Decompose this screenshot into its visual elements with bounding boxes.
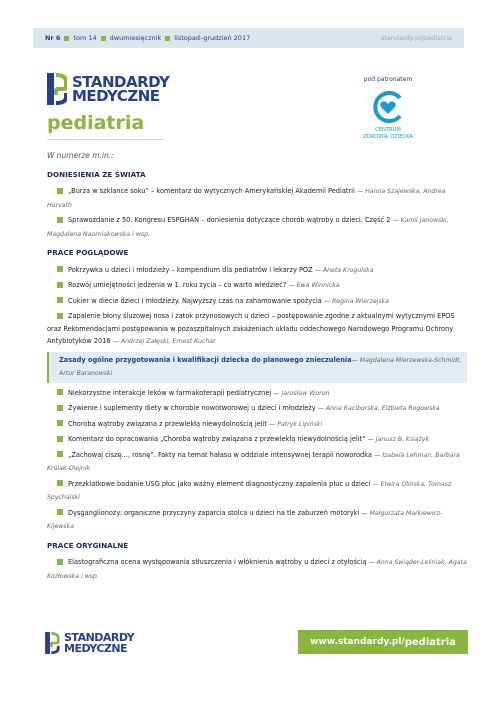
list-item[interactable] xyxy=(47,264,467,278)
article-authors: — Małgorzata Markiewicz-Kijewska xyxy=(47,509,443,530)
article-title: Cukier w diecie dzieci i młodzieży. Najwyższy czas na zahamowanie spożycia xyxy=(68,296,322,305)
article-title: Komentarz do opracowania „Choroba wątroby związana z przewlekłą niewydolnością jelit” xyxy=(68,435,366,443)
article-authors: — Ewa Winnicka xyxy=(288,282,340,289)
list-item[interactable] xyxy=(47,279,467,293)
section-heading: DONIESIENIA ZE ŚWIATA xyxy=(47,169,146,179)
issue-info-bar xyxy=(33,28,464,48)
volume: tom 14 xyxy=(73,34,97,42)
featured-article-authors: — Magdalena Mierzewska-Schmidt, Artur Baranowski xyxy=(59,356,462,377)
logo-s-icon xyxy=(44,632,60,654)
square-bullet-icon xyxy=(57,266,63,272)
divider xyxy=(47,139,165,140)
logo-s-icon xyxy=(47,73,67,105)
list-item[interactable] xyxy=(47,433,467,447)
square-bullet-icon xyxy=(57,509,63,515)
square-bullet-icon xyxy=(57,217,63,223)
section-heading: PRACE ORYGINALNE xyxy=(47,540,129,550)
square-bullet-icon xyxy=(57,420,63,426)
article-title: Pokrzywka u dzieci i młodzieży – kompendium dla pediatrów i lekarzy POZ xyxy=(68,265,313,274)
website-url-main: www.standardy.pl/ xyxy=(310,637,405,647)
list-item[interactable] xyxy=(47,478,467,505)
article-title: Niekorzystne interakcje leków w farmakoterapii pediatrycznej xyxy=(68,388,272,397)
square-bullet-icon xyxy=(101,36,106,41)
article-title: Rozwój umiejętności jedzenia w 1. roku życia – co warto wiedzieć? xyxy=(68,281,287,289)
square-bullet-icon xyxy=(57,282,63,288)
article-title: Elastograficzna ocena występowania stłuszczenia i włóknienia wątroby u dzieci z otyłością xyxy=(68,558,367,566)
article-title: „Burza w szklance soku” – komentarz do wytycznych Amerykańskiej Akademii Pediatrii xyxy=(68,187,355,195)
list-item[interactable] xyxy=(47,449,467,476)
featured-article[interactable] xyxy=(47,352,467,383)
website-link[interactable] xyxy=(298,630,468,654)
issue-number: Nr 6 xyxy=(45,34,61,42)
patronage-block xyxy=(350,76,426,141)
footer-logo-line1: STANDARDY xyxy=(64,631,135,644)
square-bullet-icon xyxy=(57,188,63,194)
square-bullet-icon xyxy=(57,480,63,486)
article-title: Żywienie i suplementy diety w chorobie nowotworowej u dzieci i młodzieży xyxy=(68,404,316,412)
list-item[interactable] xyxy=(47,185,467,212)
frequency: dwumiesięcznik xyxy=(109,34,162,42)
featured-article-title: Zasady ogólne przygotowania i kwalifikacji dziecka do planowego znieczulenia xyxy=(59,355,352,364)
intro-text: W numerze m.in.: xyxy=(47,151,114,160)
journal-url[interactable]: standardy.pl/pediatria xyxy=(381,34,452,42)
article-title: Zapalenie błony śluzowej nosa i zatok przynosowych u dzieci – postępowanie zgodne z aktualnymi wytycznymi EPOS oraz Rekomendacjami postępowania w pozaszpitalnych zakażeniach układu oddechowego Narodowego Programu Ochrony Antybiotyków 2016 xyxy=(47,312,455,345)
article-authors: — Kamil Janowski, Magdalena Naorniakowska i wsp. xyxy=(47,217,449,238)
article-authors: — Jarosław Woroń xyxy=(273,389,330,397)
square-bullet-icon xyxy=(57,389,63,395)
list-item[interactable] xyxy=(47,402,467,416)
footer-logo xyxy=(44,632,134,654)
logo-line2: MEDYCZNE xyxy=(72,87,160,105)
article-authors: — Aneta Krogulska xyxy=(314,266,374,274)
list-item[interactable] xyxy=(47,295,467,309)
patronage-label: pod patronatem xyxy=(363,76,413,83)
article-authors: — Regina Wierzejska xyxy=(323,297,389,305)
website-url-path: pediatria xyxy=(404,636,456,648)
article-title: Przezklatkowe badanie USG płuc jako ważny element diagnostyczny zapalenia płuc u dzieci xyxy=(68,479,371,488)
list-item[interactable] xyxy=(47,310,467,349)
article-authors: — Anna Swiąder-Leśniak, Agata Kozłowska i wsp. xyxy=(47,559,467,580)
patronage-org-line1: CENTRUM xyxy=(375,127,401,133)
footer-wordmark xyxy=(64,632,134,654)
list-item[interactable] xyxy=(47,507,467,534)
issue-date: listopad–grudzień 2017 xyxy=(174,34,251,42)
logo-line1: STANDARDY xyxy=(72,73,170,91)
article-title: Sprawozdanie z 50. Kongresu ESPGHAN – doniesienia dotyczące chorób wątroby u dzieci. Część 2 xyxy=(68,216,391,224)
square-bullet-icon xyxy=(57,451,63,457)
square-bullet-icon xyxy=(165,36,170,41)
article-authors: — Hanna Szajewska, Andrea Horvath xyxy=(47,188,446,209)
table-of-contents xyxy=(47,150,467,585)
list-item[interactable] xyxy=(47,214,467,241)
standardy-medyczne-logo xyxy=(47,73,169,105)
article-title: Choroba wątroby związana z przewlekłą niewydolnością jelit xyxy=(68,419,267,428)
list-item[interactable] xyxy=(47,387,467,401)
footer-logo-line2: MEDYCZNE xyxy=(64,642,128,655)
czd-logo-icon xyxy=(370,89,406,125)
square-bullet-icon xyxy=(57,313,63,319)
square-bullet-icon xyxy=(57,436,63,442)
article-authors: — Janusz B. Książyk xyxy=(367,436,430,443)
square-bullet-icon xyxy=(64,36,69,41)
article-authors: — Andrzej Załęski, Ernest Kuchar xyxy=(112,338,216,345)
square-bullet-icon xyxy=(57,559,63,565)
article-authors: — Izabela Lehman, Barbara Królak-Olejnik xyxy=(47,451,460,472)
square-bullet-icon xyxy=(57,405,63,411)
list-item[interactable] xyxy=(47,418,467,432)
section-heading: PRACE POGLĄDOWE xyxy=(47,248,129,257)
journal-title: pediatria xyxy=(47,112,145,134)
patronage-org-line2: ZDROWIA DZIECKA xyxy=(363,134,413,140)
article-title: Dysganglionozy: organiczne przyczyny zaparcia stolca u dzieci na tle zaburzeń motoryki xyxy=(68,508,360,517)
square-bullet-icon xyxy=(57,297,63,303)
list-item[interactable] xyxy=(47,556,467,583)
issue-details xyxy=(45,34,250,42)
article-title: „Zachowaj ciszę..., rosnę”. Fakty na temat hałasu w oddziale intensywnej terapii noworodka xyxy=(68,450,372,459)
article-authors: — Patryk Lipiński xyxy=(269,420,323,428)
article-authors: — Elwira Olińska, Tomasz Spychalski xyxy=(47,480,452,501)
article-authors: — Anna Raciborska, Elżbieta Rogowska xyxy=(317,405,440,412)
logo-wordmark xyxy=(72,75,169,103)
